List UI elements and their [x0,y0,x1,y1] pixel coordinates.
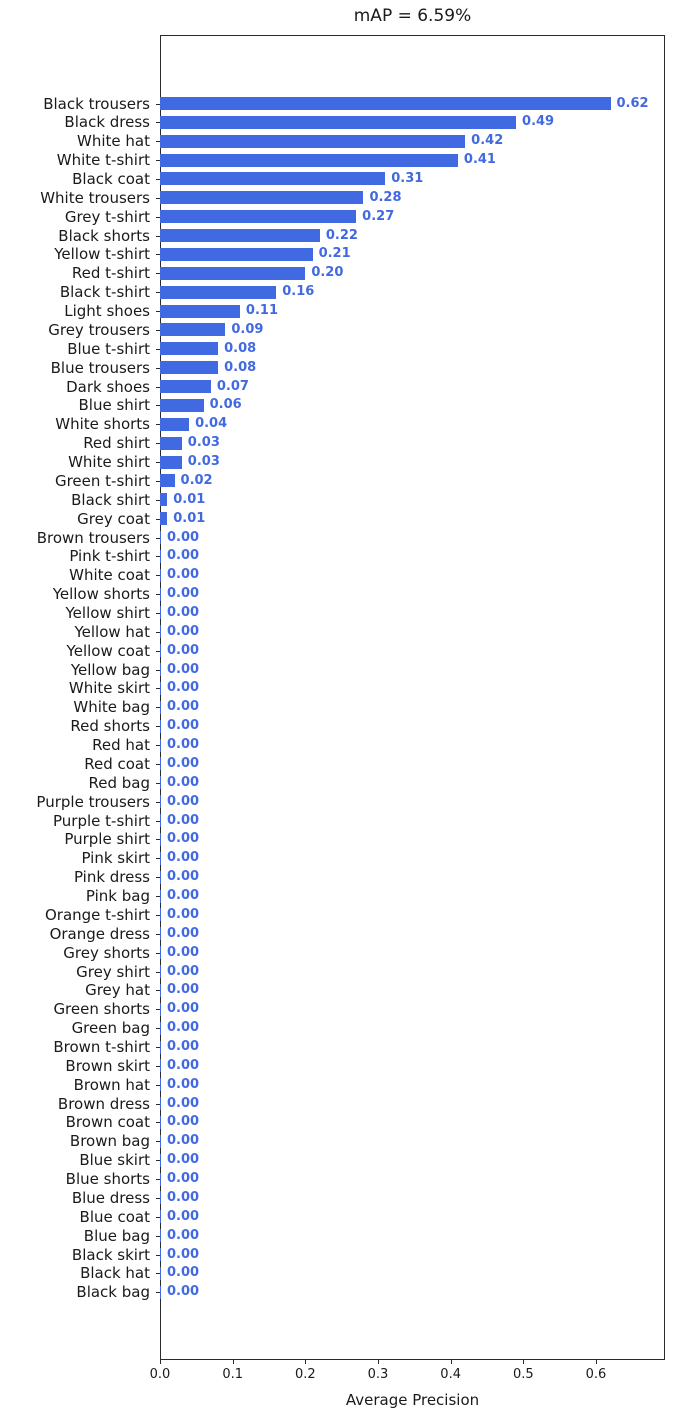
bar [160,97,611,110]
category-label: Yellow bag [70,660,150,679]
category-label: Grey t-shirt [64,207,150,226]
x-axis-title: Average Precision [345,1391,480,1409]
value-label: 0.00 [167,1171,200,1187]
value-label: 0.00 [167,586,200,602]
x-tick-label: 0.5 [512,1367,534,1382]
value-label: 0.62 [616,95,649,111]
category-label: Black coat [72,169,150,188]
value-label: 0.00 [167,944,200,960]
bar [160,531,161,544]
category-label: Black dress [64,113,150,132]
category-label: Yellow shorts [52,585,150,604]
category-label: Blue shirt [78,396,150,415]
bar [160,1154,161,1167]
bar [160,286,276,299]
bar [160,1022,161,1035]
value-label: 0.16 [282,284,315,300]
bar [160,1248,161,1261]
category-label: Red shorts [70,717,150,736]
category-label: Brown trousers [36,528,150,547]
chart-title: mAP = 6.59% [353,6,472,26]
value-label: 0.00 [167,1114,200,1130]
value-label: 0.00 [167,1265,200,1281]
value-label: 0.00 [167,1057,200,1073]
x-tick-label: 0.3 [367,1367,389,1382]
bar [160,682,161,695]
value-label: 0.00 [167,793,200,809]
category-label: White skirt [68,679,150,698]
category-label: Brown coat [65,1113,150,1132]
category-label: Orange t-shirt [44,905,150,924]
category-label: Red t-shirt [71,264,150,283]
category-label: Black bag [76,1283,150,1302]
bar [160,776,161,789]
bar [160,1116,161,1129]
value-label: 0.00 [167,831,200,847]
x-tick-label: 0.4 [440,1367,461,1382]
category-label: Yellow hat [74,622,150,641]
value-label: 0.00 [167,1001,200,1017]
category-label: Grey shirt [76,962,150,981]
bar [160,154,458,167]
value-label: 0.00 [167,1095,200,1111]
value-label: 0.00 [167,1076,200,1092]
category-label: Red shirt [83,434,150,453]
value-label: 0.00 [167,699,200,715]
value-label: 0.03 [187,454,220,470]
category-label: White bag [73,698,150,717]
category-label: Light shoes [64,302,150,321]
bar [160,361,218,374]
value-label: 0.00 [167,567,200,583]
bar [160,1135,161,1148]
category-label: Blue coat [79,1207,150,1226]
category-label: Pink bag [85,887,150,906]
value-label: 0.00 [167,1189,200,1205]
bar [160,323,225,336]
category-label: Yellow coat [66,641,150,660]
value-label: 0.08 [224,359,257,375]
value-label: 0.00 [167,1227,200,1243]
x-tick-label: 0.6 [585,1367,607,1382]
value-label: 0.31 [391,170,424,186]
bar [160,720,161,733]
bar [160,833,161,846]
value-label: 0.00 [167,548,200,564]
category-label: Blue shorts [65,1170,150,1189]
value-label: 0.00 [167,906,200,922]
bar [160,1003,161,1016]
category-label: White coat [69,566,150,585]
bar [160,890,161,903]
category-label: Grey shorts [63,943,150,962]
category-label: Red bag [88,773,150,792]
category-label: Red coat [84,754,150,773]
bar [160,512,167,525]
value-label: 0.09 [231,321,264,337]
x-tick-mark [305,1360,306,1364]
value-label: 0.00 [167,869,200,885]
bar [160,172,385,185]
bar [160,550,161,563]
bar [160,814,161,827]
bar [160,569,161,582]
x-tick-mark [233,1360,234,1364]
category-label: Purple shirt [64,830,150,849]
bar [160,116,516,129]
category-label: Black shorts [58,226,150,245]
x-tick-mark [523,1360,524,1364]
bar [160,625,161,638]
bar [160,757,161,770]
value-label: 0.00 [167,1284,200,1300]
bar [160,644,161,657]
bar [160,1041,161,1054]
category-label: White hat [77,132,150,151]
value-label: 0.42 [471,133,504,149]
x-tick-label: 0.2 [294,1367,316,1382]
value-label: 0.11 [245,303,278,319]
bar [160,229,320,242]
value-label: 0.03 [187,435,220,451]
value-label: 0.27 [362,208,395,224]
category-label: Purple t-shirt [53,811,150,830]
value-label: 0.00 [167,642,200,658]
bar [160,1210,161,1223]
bar [160,1078,161,1091]
category-label: Black hat [80,1264,150,1283]
value-label: 0.00 [167,963,200,979]
category-label: Brown skirt [65,1056,150,1075]
bar [160,852,161,865]
category-label: Black trousers [43,94,150,113]
value-label: 0.00 [167,1039,200,1054]
x-tick-mark [596,1360,597,1364]
value-label: 0.00 [167,755,200,771]
value-label: 0.00 [167,850,200,866]
bar [160,493,167,506]
bar [160,1267,161,1280]
bar [160,588,161,601]
value-label: 0.00 [167,718,200,734]
category-label: Green shorts [53,1000,150,1019]
bar [160,908,161,921]
bar [160,399,204,412]
value-label: 0.00 [167,1133,200,1149]
category-label: Brown dress [57,1094,150,1113]
value-label: 0.00 [167,661,200,677]
value-label: 0.28 [369,189,402,205]
bar [160,135,465,148]
x-tick-label: 0.0 [149,1367,171,1382]
category-label: Green t-shirt [54,471,150,490]
bar [160,456,182,469]
bar [160,1097,161,1110]
bar [160,342,218,355]
bar [160,946,161,959]
category-label: Blue trousers [50,358,150,377]
category-label: Black t-shirt [59,283,150,302]
bar [160,437,182,450]
category-label: White shirt [68,453,150,472]
value-label: 0.06 [209,397,242,413]
bar [160,965,161,978]
category-label: Black shirt [71,490,150,509]
value-label: 0.04 [195,416,228,432]
bar [160,927,161,940]
bar [160,795,161,808]
value-label: 0.00 [167,1208,200,1224]
bar [160,267,305,280]
value-label: 0.21 [318,246,351,262]
bar [160,1173,161,1186]
x-tick-mark [378,1360,379,1364]
value-label: 0.08 [224,340,257,356]
category-label: Brown bag [69,1132,150,1151]
value-label: 0.00 [167,1020,200,1036]
category-label: Purple trousers [36,792,150,811]
x-tick-mark [160,1360,161,1364]
bar [160,701,161,714]
bar [160,191,363,204]
category-label: White t-shirt [56,151,150,170]
category-label: Yellow t-shirt [54,245,150,264]
bar [160,418,189,431]
value-label: 0.00 [167,680,200,696]
value-label: 0.01 [173,491,206,507]
value-label: 0.00 [167,623,200,639]
category-label: Yellow shirt [65,603,150,622]
category-label: Black skirt [71,1245,150,1264]
bar [160,739,161,752]
bar [160,1059,161,1072]
category-label: Brown t-shirt [53,1038,150,1056]
value-label: 0.02 [180,472,213,488]
bar [160,606,161,619]
category-label: Dark shoes [66,377,150,396]
category-label: Pink t-shirt [69,547,150,566]
value-label: 0.00 [167,774,200,790]
category-label: Blue t-shirt [67,339,150,358]
bar [160,248,313,261]
value-label: 0.22 [325,227,358,243]
category-label: Brown hat [73,1075,150,1094]
category-label: Red hat [92,736,150,755]
value-label: 0.07 [216,378,249,394]
bar [160,1191,161,1204]
x-tick-mark [451,1360,452,1364]
value-label: 0.00 [167,1152,200,1168]
bar [160,1286,161,1299]
category-label: Grey hat [85,981,150,1000]
bar [160,984,161,997]
value-label: 0.00 [167,812,200,828]
value-label: 0.00 [167,1246,200,1262]
value-label: 0.00 [167,888,200,904]
category-label: Pink dress [73,868,150,887]
bar [160,305,240,318]
x-tick-label: 0.1 [222,1367,243,1382]
category-label: White shorts [55,415,150,434]
bar [160,1229,161,1242]
category-label: Blue dress [71,1188,150,1207]
bar [160,210,356,223]
bar [160,871,161,884]
bar [160,663,161,676]
value-label: 0.20 [311,265,344,281]
bar [160,380,211,393]
category-label: White trousers [40,188,150,207]
category-label: Grey coat [77,509,150,528]
category-label: Pink skirt [81,849,150,868]
value-label: 0.00 [167,737,200,753]
value-label: 0.00 [167,604,200,620]
value-label: 0.00 [167,925,200,941]
value-label: 0.49 [522,114,555,130]
value-label: 0.00 [167,982,200,998]
value-label: 0.00 [167,529,200,545]
category-label: Grey trousers [48,320,150,339]
category-label: Blue bag [83,1226,150,1245]
value-label: 0.41 [463,152,496,168]
bar [160,474,175,487]
value-label: 0.01 [173,510,206,526]
category-label: Green bag [71,1019,150,1038]
category-label: Blue skirt [79,1151,150,1170]
category-label: Orange dress [49,924,150,943]
